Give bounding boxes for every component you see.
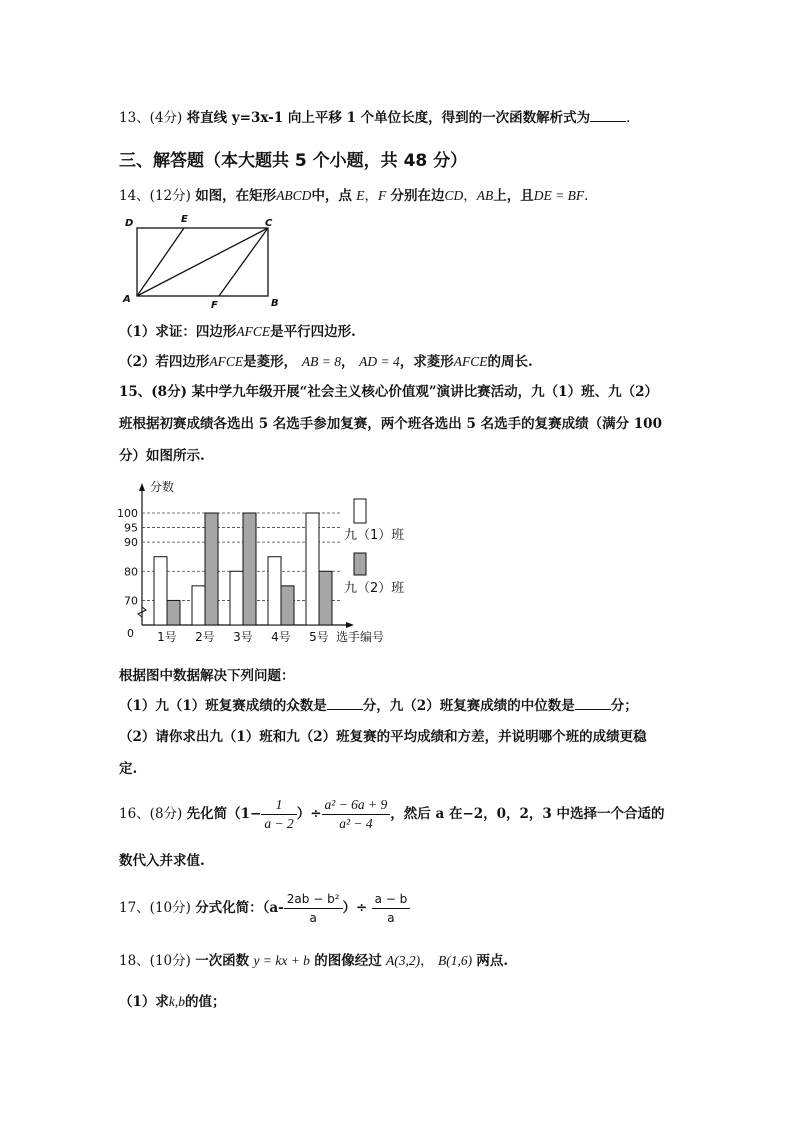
q13 <box>119 109 630 127</box>
y-tick-label-95: 95 <box>124 521 138 535</box>
label-e: E <box>181 214 188 225</box>
q18-sub1 <box>119 993 226 1011</box>
label-f: F <box>211 300 218 310</box>
q15-line3: 分）如图所示. <box>119 448 205 464</box>
q15-sub2a: （2）请你求出九（1）班和九（2）班复赛的平均成绩和方差，并说明哪个班的成绩更稳 <box>119 729 647 745</box>
x-tick-label-3: 3号 <box>233 630 253 644</box>
q16-line2: 数代入并求值. <box>119 853 205 869</box>
q18-point-b: B(1,6) <box>437 953 473 968</box>
bar-s1-1 <box>154 557 167 625</box>
x-axis-arrow <box>346 622 354 628</box>
q18-text-c: 两点. <box>476 953 509 969</box>
segment-fc <box>219 228 268 296</box>
q15-bar-chart <box>110 475 430 655</box>
q16-f2-den: a² − 4 <box>339 815 373 831</box>
q14-sub1-shape: AFCE <box>236 324 271 339</box>
q15-sub2b: 定. <box>119 761 138 777</box>
q14-condition: DE = BF <box>533 188 585 203</box>
q13-answer-blank[interactable] <box>590 109 626 122</box>
q14-point-e: E <box>356 188 365 203</box>
q17 <box>119 888 410 928</box>
q14-sub2-shape: AFCE <box>209 354 244 369</box>
y-tick-label-100: 100 <box>117 507 138 520</box>
q14-sub2-cond1: AB = 8 <box>301 354 341 369</box>
q15-sub1-b: 分，九（2）班复赛成绩的中位数是 <box>362 698 575 714</box>
y-tick-label-80: 80 <box>124 565 138 579</box>
q14-sub2 <box>119 353 533 371</box>
q14-rect-name: ABCD <box>276 188 312 203</box>
q18-prefix: 18、(10分) <box>119 953 191 969</box>
q14-sub2-b: 是菱形， <box>243 354 298 370</box>
legend-label-1: 九（1）班 <box>344 528 405 543</box>
q14-stem <box>119 187 588 205</box>
q14-sub2-d: 的周长. <box>487 354 533 370</box>
q14-sub1-b: 是平行四边形. <box>270 324 356 340</box>
q17-f2-num: a − b <box>372 890 411 909</box>
q14-comma-2: ， <box>463 188 477 204</box>
label-d: D <box>125 218 134 229</box>
q14-side-cd: CD <box>444 188 464 203</box>
bar-s2-5 <box>319 571 332 625</box>
q17-f1-num: 2ab − b² <box>284 890 343 909</box>
q15-sub1-c: 分； <box>610 698 638 714</box>
q15-sub1 <box>119 697 638 715</box>
y-tick-label-90: 90 <box>124 536 138 550</box>
q14-text-d: 上，且 <box>493 188 534 204</box>
q15-mode-blank[interactable] <box>327 697 363 710</box>
bar-s2-2 <box>205 513 218 625</box>
bar-s2-3 <box>243 513 256 625</box>
q14-sub2-shape2: AFCE <box>453 354 488 369</box>
q17-prefix: 17、(10分) <box>119 900 191 916</box>
y-axis-label: 分数 <box>150 480 175 494</box>
q14-point-f: F <box>377 188 387 203</box>
y-tick-label-70: 70 <box>124 594 138 608</box>
q14-sub2-a: （2）若四边形 <box>119 354 210 370</box>
q14-sub2-sep: ， <box>340 354 355 370</box>
q15-line1: 15、(8分) 某中学九年级开展“社会主义核心价值观”演讲比赛活动，九（1）班、九（2） <box>119 384 658 400</box>
bar-s1-3 <box>230 571 243 625</box>
q15-after: 根据图中数据解决下列问题： <box>119 668 295 684</box>
q18-text-a: 一次函数 <box>195 953 250 969</box>
q17-f2-den: a <box>387 910 395 925</box>
q13-prefix: 13、(4分) <box>119 110 183 126</box>
q15-line2: 班根据初赛成绩各选出 5 名选手参加复赛，两个班各选出 5 名选手的复赛成绩（满分 100 <box>119 416 662 432</box>
q14-sub2-cond2: AD = 4 <box>359 354 400 369</box>
q14-end: . <box>584 188 589 204</box>
y-axis-arrow <box>139 483 145 491</box>
q13-suffix: . <box>626 110 631 126</box>
q16-prefix: 16、(8分) <box>119 806 183 822</box>
q14-rectangle-figure <box>115 210 290 310</box>
x-axis-label: 选手编号 <box>336 630 385 644</box>
q18-sub1-a: （1）求 <box>119 994 169 1010</box>
q13-text: 将直线 y=3x-1 向上平移 1 个单位长度，得到的一次函数解析式为 <box>186 110 591 126</box>
q15-median-blank[interactable] <box>575 697 611 710</box>
label-c: C <box>265 218 273 229</box>
legend-swatch-1 <box>354 499 366 523</box>
q14-comma-1: ， <box>364 188 378 204</box>
q18-sub1-b: 的值； <box>185 994 226 1010</box>
bar-s1-5 <box>306 513 319 625</box>
q16-text-c: ，然后 a 在−2，0，2，3 中选择一个合适的 <box>390 806 665 822</box>
x-tick-label-2: 2号 <box>195 630 215 644</box>
q16-fraction-1 <box>261 796 296 833</box>
q14-sub1 <box>119 323 356 341</box>
q14-text-b: 中，点 <box>311 188 352 204</box>
x-tick-label-5: 5号 <box>309 630 329 644</box>
bar-s2-1 <box>167 600 180 625</box>
q18-function: y = kx + b <box>253 953 310 968</box>
bar-s2-4 <box>281 586 294 625</box>
q16-text-b: ）÷ <box>296 806 322 822</box>
q16-f1-num: 1 <box>261 796 296 815</box>
segment-ae <box>137 228 184 296</box>
q14-sub1-a: （1）求证：四边形 <box>119 324 237 340</box>
q14-text-a: 如图，在矩形 <box>195 188 277 204</box>
x-tick-label-1: 1号 <box>157 630 177 644</box>
q14-text-c: 分别在边 <box>390 188 445 204</box>
q18 <box>119 952 508 970</box>
legend-swatch-2 <box>354 553 366 575</box>
q18-point-a: A(3,2) <box>386 953 421 968</box>
label-a: A <box>123 294 131 305</box>
q16-f1-den: a − 2 <box>264 815 294 831</box>
q18-sep: ， <box>420 953 434 969</box>
q17-fraction-2 <box>372 890 411 927</box>
q14-sub2-c: ，求菱形 <box>399 354 454 370</box>
q14-side-ab: AB <box>476 188 494 203</box>
q16 <box>119 794 665 834</box>
label-b: B <box>271 298 279 309</box>
q15-sub1-a: （1）九（1）班复赛成绩的众数是 <box>119 698 327 714</box>
q17-f1-den: a <box>309 910 317 925</box>
q16-f2-num: a² − 6a + 9 <box>322 796 391 815</box>
q18-sub1-vars: k,b <box>168 994 186 1009</box>
q16-text-a: 先化简（1− <box>186 806 262 822</box>
q17-text-a: 分式化简：（a- <box>195 900 284 916</box>
q14-prefix: 14、(12分) <box>119 188 191 204</box>
origin-label: 0 <box>127 627 134 640</box>
section-title: 三、解答题（本大题共 5 个小题，共 48 分） <box>119 151 468 171</box>
x-tick-label-4: 4号 <box>271 630 291 644</box>
bar-s1-4 <box>268 557 281 625</box>
q17-text-b: ）÷ <box>342 900 368 916</box>
q16-fraction-2 <box>322 796 391 833</box>
diagonal-ac <box>137 228 268 296</box>
bar-s1-2 <box>192 586 205 625</box>
q18-text-b: 的图像经过 <box>314 953 382 969</box>
legend-label-2: 九（2）班 <box>344 581 405 596</box>
q17-fraction-1 <box>284 890 343 927</box>
